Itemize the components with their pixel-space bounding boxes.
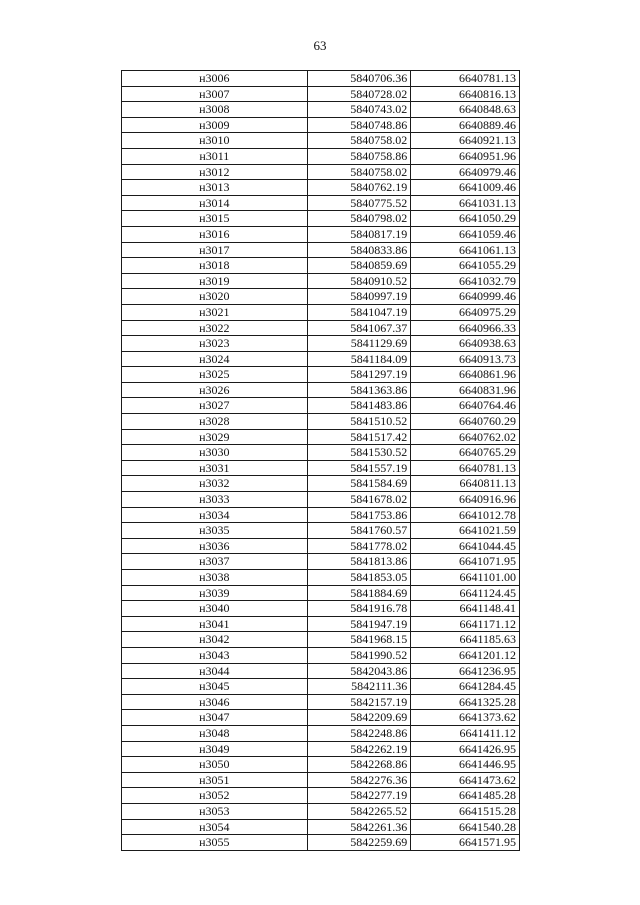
point-id-cell: н3012 xyxy=(122,164,308,180)
x-coordinate-cell: 5841778.02 xyxy=(307,538,411,554)
table-row xyxy=(122,725,520,741)
y-coordinate-cell: 6641055.29 xyxy=(411,258,520,274)
table-row xyxy=(122,367,520,383)
table-row xyxy=(122,585,520,601)
y-coordinate-cell: 6641101.00 xyxy=(411,570,520,586)
y-coordinate-cell: 6641044.45 xyxy=(411,538,520,554)
y-coordinate-cell: 6640913.73 xyxy=(411,351,520,367)
coordinates-table xyxy=(121,70,520,851)
point-id-cell: н3049 xyxy=(122,741,308,757)
table-row xyxy=(122,835,520,851)
x-coordinate-cell: 5840758.86 xyxy=(307,148,411,164)
table-row xyxy=(122,304,520,320)
table-row xyxy=(122,570,520,586)
point-id-cell: н3033 xyxy=(122,492,308,508)
table-row xyxy=(122,180,520,196)
x-coordinate-cell: 5842262.19 xyxy=(307,741,411,757)
x-coordinate-cell: 5841557.19 xyxy=(307,460,411,476)
table-row xyxy=(122,226,520,242)
y-coordinate-cell: 6640765.29 xyxy=(411,445,520,461)
y-coordinate-cell: 6641325.28 xyxy=(411,694,520,710)
x-coordinate-cell: 5841760.57 xyxy=(307,523,411,539)
point-id-cell: н3035 xyxy=(122,523,308,539)
x-coordinate-cell: 5841884.69 xyxy=(307,585,411,601)
point-id-cell: н3048 xyxy=(122,725,308,741)
table-row xyxy=(122,133,520,149)
point-id-cell: н3007 xyxy=(122,86,308,102)
point-id-cell: н3031 xyxy=(122,460,308,476)
table-row xyxy=(122,211,520,227)
x-coordinate-cell: 5840817.19 xyxy=(307,226,411,242)
table-row xyxy=(122,710,520,726)
x-coordinate-cell: 5841483.86 xyxy=(307,398,411,414)
x-coordinate-cell: 5842111.36 xyxy=(307,679,411,695)
table-row xyxy=(122,242,520,258)
point-id-cell: н3028 xyxy=(122,414,308,430)
y-coordinate-cell: 6641031.13 xyxy=(411,195,520,211)
point-id-cell: н3047 xyxy=(122,710,308,726)
table-row xyxy=(122,351,520,367)
x-coordinate-cell: 5840748.86 xyxy=(307,117,411,133)
table-row xyxy=(122,507,520,523)
x-coordinate-cell: 5840910.52 xyxy=(307,273,411,289)
point-id-cell: н3030 xyxy=(122,445,308,461)
table-row xyxy=(122,803,520,819)
point-id-cell: н3044 xyxy=(122,663,308,679)
point-id-cell: н3041 xyxy=(122,616,308,632)
table-row xyxy=(122,476,520,492)
point-id-cell: н3011 xyxy=(122,148,308,164)
x-coordinate-cell: 5841047.19 xyxy=(307,304,411,320)
x-coordinate-cell: 5840743.02 xyxy=(307,102,411,118)
point-id-cell: н3027 xyxy=(122,398,308,414)
table-row xyxy=(122,414,520,430)
y-coordinate-cell: 6641426.95 xyxy=(411,741,520,757)
y-coordinate-cell: 6640966.33 xyxy=(411,320,520,336)
y-coordinate-cell: 6640861.96 xyxy=(411,367,520,383)
x-coordinate-cell: 5841297.19 xyxy=(307,367,411,383)
x-coordinate-cell: 5841990.52 xyxy=(307,647,411,663)
x-coordinate-cell: 5841129.69 xyxy=(307,336,411,352)
point-id-cell: н3054 xyxy=(122,819,308,835)
y-coordinate-cell: 6641515.28 xyxy=(411,803,520,819)
y-coordinate-cell: 6641171.12 xyxy=(411,616,520,632)
x-coordinate-cell: 5841916.78 xyxy=(307,601,411,617)
x-coordinate-cell: 5842265.52 xyxy=(307,803,411,819)
table-row xyxy=(122,164,520,180)
table-row xyxy=(122,788,520,804)
x-coordinate-cell: 5840775.52 xyxy=(307,195,411,211)
x-coordinate-cell: 5842268.86 xyxy=(307,757,411,773)
x-coordinate-cell: 5841530.52 xyxy=(307,445,411,461)
y-coordinate-cell: 6640848.63 xyxy=(411,102,520,118)
table-row xyxy=(122,117,520,133)
point-id-cell: н3016 xyxy=(122,226,308,242)
point-id-cell: н3052 xyxy=(122,788,308,804)
table-row xyxy=(122,757,520,773)
y-coordinate-cell: 6641201.12 xyxy=(411,647,520,663)
y-coordinate-cell: 6641021.59 xyxy=(411,523,520,539)
point-id-cell: н3050 xyxy=(122,757,308,773)
y-coordinate-cell: 6641540.28 xyxy=(411,819,520,835)
x-coordinate-cell: 5841678.02 xyxy=(307,492,411,508)
x-coordinate-cell: 5841853.05 xyxy=(307,570,411,586)
table-row xyxy=(122,694,520,710)
point-id-cell: н3023 xyxy=(122,336,308,352)
x-coordinate-cell: 5842261.36 xyxy=(307,819,411,835)
point-id-cell: н3013 xyxy=(122,180,308,196)
point-id-cell: н3046 xyxy=(122,694,308,710)
table-row xyxy=(122,86,520,102)
point-id-cell: н3026 xyxy=(122,382,308,398)
y-coordinate-cell: 6641571.95 xyxy=(411,835,520,851)
table-row xyxy=(122,382,520,398)
y-coordinate-cell: 6640916.96 xyxy=(411,492,520,508)
y-coordinate-cell: 6641009.46 xyxy=(411,180,520,196)
point-id-cell: н3008 xyxy=(122,102,308,118)
point-id-cell: н3014 xyxy=(122,195,308,211)
table-row xyxy=(122,554,520,570)
y-coordinate-cell: 6641185.63 xyxy=(411,632,520,648)
point-id-cell: н3006 xyxy=(122,71,308,87)
y-coordinate-cell: 6640975.29 xyxy=(411,304,520,320)
y-coordinate-cell: 6640831.96 xyxy=(411,382,520,398)
y-coordinate-cell: 6640921.13 xyxy=(411,133,520,149)
page-number: 63 xyxy=(313,38,327,53)
x-coordinate-cell: 5842259.69 xyxy=(307,835,411,851)
y-coordinate-cell: 6640938.63 xyxy=(411,336,520,352)
table-row xyxy=(122,102,520,118)
y-coordinate-cell: 6640999.46 xyxy=(411,289,520,305)
table-row xyxy=(122,273,520,289)
x-coordinate-cell: 5841813.86 xyxy=(307,554,411,570)
table-row xyxy=(122,523,520,539)
y-coordinate-cell: 6640764.46 xyxy=(411,398,520,414)
table-row xyxy=(122,445,520,461)
table-row xyxy=(122,632,520,648)
x-coordinate-cell: 5841947.19 xyxy=(307,616,411,632)
table-row xyxy=(122,616,520,632)
x-coordinate-cell: 5840758.02 xyxy=(307,133,411,149)
y-coordinate-cell: 6640816.13 xyxy=(411,86,520,102)
point-id-cell: н3017 xyxy=(122,242,308,258)
x-coordinate-cell: 5842209.69 xyxy=(307,710,411,726)
y-coordinate-cell: 6641236.95 xyxy=(411,663,520,679)
x-coordinate-cell: 5841184.09 xyxy=(307,351,411,367)
x-coordinate-cell: 5842277.19 xyxy=(307,788,411,804)
point-id-cell: н3021 xyxy=(122,304,308,320)
table-row xyxy=(122,741,520,757)
point-id-cell: н3010 xyxy=(122,133,308,149)
table-row xyxy=(122,492,520,508)
x-coordinate-cell: 5841517.42 xyxy=(307,429,411,445)
point-id-cell: н3045 xyxy=(122,679,308,695)
table-row xyxy=(122,320,520,336)
x-coordinate-cell: 5841584.69 xyxy=(307,476,411,492)
x-coordinate-cell: 5841363.86 xyxy=(307,382,411,398)
point-id-cell: н3024 xyxy=(122,351,308,367)
y-coordinate-cell: 6640979.46 xyxy=(411,164,520,180)
point-id-cell: н3043 xyxy=(122,647,308,663)
table-row xyxy=(122,71,520,87)
point-id-cell: н3040 xyxy=(122,601,308,617)
y-coordinate-cell: 6641148.41 xyxy=(411,601,520,617)
y-coordinate-cell: 6641373.62 xyxy=(411,710,520,726)
table-row xyxy=(122,601,520,617)
y-coordinate-cell: 6640811.13 xyxy=(411,476,520,492)
y-coordinate-cell: 6641061.13 xyxy=(411,242,520,258)
point-id-cell: н3009 xyxy=(122,117,308,133)
y-coordinate-cell: 6641050.29 xyxy=(411,211,520,227)
x-coordinate-cell: 5840833.86 xyxy=(307,242,411,258)
table-row xyxy=(122,647,520,663)
table-row xyxy=(122,429,520,445)
x-coordinate-cell: 5842043.86 xyxy=(307,663,411,679)
point-id-cell: н3039 xyxy=(122,585,308,601)
x-coordinate-cell: 5842248.86 xyxy=(307,725,411,741)
point-id-cell: н3015 xyxy=(122,211,308,227)
point-id-cell: н3055 xyxy=(122,835,308,851)
x-coordinate-cell: 5840859.69 xyxy=(307,258,411,274)
y-coordinate-cell: 6640781.13 xyxy=(411,71,520,87)
y-coordinate-cell: 6641071.95 xyxy=(411,554,520,570)
x-coordinate-cell: 5842276.36 xyxy=(307,772,411,788)
x-coordinate-cell: 5841968.15 xyxy=(307,632,411,648)
x-coordinate-cell: 5840798.02 xyxy=(307,211,411,227)
point-id-cell: н3022 xyxy=(122,320,308,336)
y-coordinate-cell: 6640889.46 xyxy=(411,117,520,133)
point-id-cell: н3042 xyxy=(122,632,308,648)
table-row xyxy=(122,336,520,352)
point-id-cell: н3034 xyxy=(122,507,308,523)
y-coordinate-cell: 6641032.79 xyxy=(411,273,520,289)
y-coordinate-cell: 6641411.12 xyxy=(411,725,520,741)
y-coordinate-cell: 6641446.95 xyxy=(411,757,520,773)
point-id-cell: н3038 xyxy=(122,570,308,586)
table-row xyxy=(122,195,520,211)
table-row xyxy=(122,772,520,788)
table-row xyxy=(122,398,520,414)
table-row xyxy=(122,460,520,476)
coordinates-table-body xyxy=(122,71,520,851)
y-coordinate-cell: 6641485.28 xyxy=(411,788,520,804)
point-id-cell: н3029 xyxy=(122,429,308,445)
point-id-cell: н3036 xyxy=(122,538,308,554)
y-coordinate-cell: 6640781.13 xyxy=(411,460,520,476)
table-row xyxy=(122,289,520,305)
point-id-cell: н3032 xyxy=(122,476,308,492)
x-coordinate-cell: 5841753.86 xyxy=(307,507,411,523)
x-coordinate-cell: 5840706.36 xyxy=(307,71,411,87)
point-id-cell: н3025 xyxy=(122,367,308,383)
x-coordinate-cell: 5840997.19 xyxy=(307,289,411,305)
y-coordinate-cell: 6641284.45 xyxy=(411,679,520,695)
x-coordinate-cell: 5841067.37 xyxy=(307,320,411,336)
point-id-cell: н3020 xyxy=(122,289,308,305)
point-id-cell: н3037 xyxy=(122,554,308,570)
x-coordinate-cell: 5842157.19 xyxy=(307,694,411,710)
point-id-cell: н3053 xyxy=(122,803,308,819)
table-row xyxy=(122,819,520,835)
point-id-cell: н3018 xyxy=(122,258,308,274)
y-coordinate-cell: 6640762.02 xyxy=(411,429,520,445)
y-coordinate-cell: 6641124.45 xyxy=(411,585,520,601)
x-coordinate-cell: 5840762.19 xyxy=(307,180,411,196)
table-row xyxy=(122,148,520,164)
table-row xyxy=(122,679,520,695)
y-coordinate-cell: 6640760.29 xyxy=(411,414,520,430)
x-coordinate-cell: 5841510.52 xyxy=(307,414,411,430)
table-row xyxy=(122,258,520,274)
x-coordinate-cell: 5840728.02 xyxy=(307,86,411,102)
y-coordinate-cell: 6641012.78 xyxy=(411,507,520,523)
table-row xyxy=(122,663,520,679)
table-row xyxy=(122,538,520,554)
y-coordinate-cell: 6641059.46 xyxy=(411,226,520,242)
y-coordinate-cell: 6640951.96 xyxy=(411,148,520,164)
x-coordinate-cell: 5840758.02 xyxy=(307,164,411,180)
point-id-cell: н3019 xyxy=(122,273,308,289)
y-coordinate-cell: 6641473.62 xyxy=(411,772,520,788)
point-id-cell: н3051 xyxy=(122,772,308,788)
